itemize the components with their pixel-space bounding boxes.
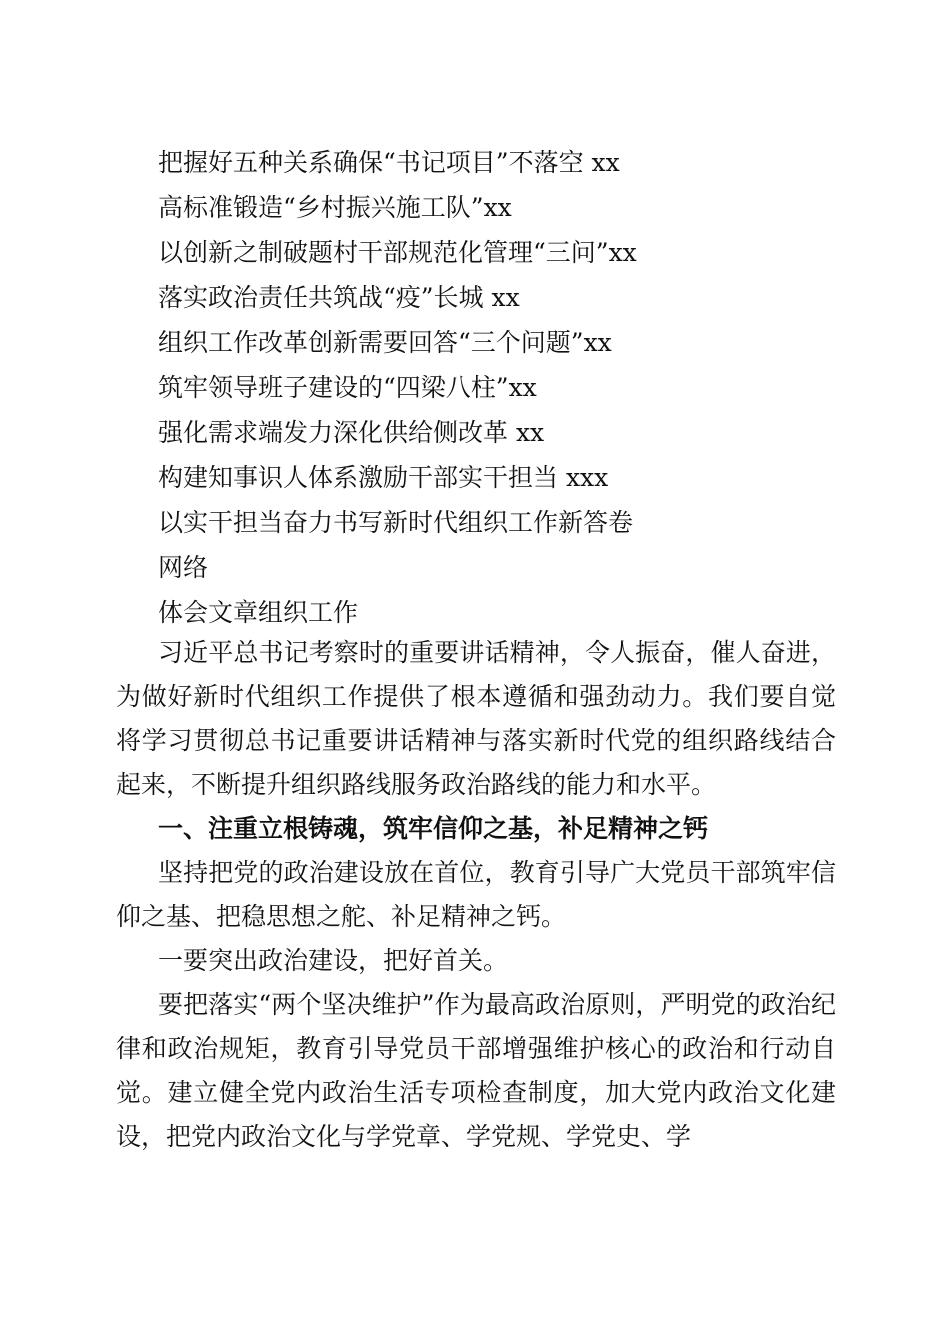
toc-item: 把握好五种关系确保“书记项目”不落空 xx xyxy=(158,148,620,177)
toc-item: 落实政治责任共筑战“疫”长城 xx xyxy=(158,283,520,312)
toc-item: 以实干担当奋力书写新时代组织工作新答卷 xyxy=(158,508,634,537)
body-paragraph: 一要突出政治建设，把好首关。 xyxy=(158,946,509,975)
toc-item: 构建知事识人体系激励干部实干担当 xxx xyxy=(158,463,609,492)
toc-item: 组织工作改革创新需要回答“三个问题”xx xyxy=(158,328,612,357)
intro-paragraph: 习近平总书记考察时的重要讲话精神，令人振奋，催人奋进，为做好新时代组织工作提供了根本遵循和强劲动力。我们要自觉将学习贯彻总书记重要讲话精神与落实新时代党的组织路线结合起来，不断提升组织路线服务政治路线的能力和水平。 xyxy=(116,638,836,799)
body-paragraph: 要把落实“两个坚决维护”作为最高政治原则，严明党的政治纪律和政治规矩，教育引导党员干部增强维护核心的政治和行动自觉。建立健全党内政治生活专项检查制度，加大党内政治文化建设，把党内政治文化与学党章、学党规、学党史、学 xyxy=(116,990,836,1151)
section-heading: 一、注重立根铸魂，筑牢信仰之基，补足精神之钙 xyxy=(158,814,709,843)
toc-item: 体会文章组织工作 xyxy=(158,598,359,627)
toc-item: 强化需求端发力深化供给侧改革 xx xyxy=(158,418,545,447)
table-of-contents xyxy=(158,140,858,635)
body-paragraph: 坚持把党的政治建设放在首位，教育引导广大党员干部筑牢信仰之基、把稳思想之舵、补足精神之钙。 xyxy=(116,858,836,931)
toc-item: 筑牢领导班子建设的“四梁八柱”xx xyxy=(158,373,537,402)
toc-item: 以创新之制破题村干部规范化管理“三问”xx xyxy=(158,238,637,267)
toc-item: 高标准锻造“乡村振兴施工队”xx xyxy=(158,193,512,222)
toc-item: 网络 xyxy=(158,553,209,582)
article-body xyxy=(116,631,836,1159)
